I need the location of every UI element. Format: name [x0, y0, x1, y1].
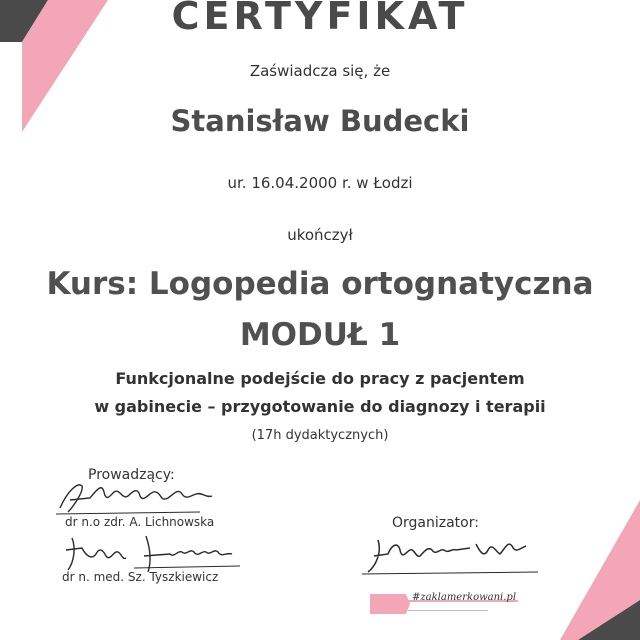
- organizer-label: Organizator:: [392, 515, 479, 531]
- subtitle-line-1: Funkcjonalne podejście do pracy z pacjentem: [115, 369, 525, 388]
- signature-lichnowska: [50, 478, 240, 518]
- intro-text: Zaświadcza się, że: [249, 62, 391, 80]
- course-title: Kurs: Logopedia ortognatyczna: [46, 266, 594, 302]
- hours-text: (17h dydaktycznych): [251, 428, 389, 443]
- lead-label: Prowadzący:: [88, 467, 175, 483]
- lead1-name: dr n.o zdr. A. Lichnowska: [65, 515, 215, 529]
- certificate-title: CERTYFIKAT: [171, 0, 469, 38]
- birth-info: ur. 16.04.2000 r. w Łodzi: [227, 174, 413, 192]
- lead2-name: dr n. med. Sz. Tyszkiewicz: [62, 570, 219, 584]
- completed-text: ukończył: [287, 226, 353, 244]
- module-title: MODUŁ 1: [239, 317, 401, 353]
- signature-organizer: [358, 530, 548, 580]
- recipient-name: Stanisław Budecki: [170, 104, 470, 138]
- organizer-stamp: #zaklamerkowani.pl: [412, 592, 517, 603]
- subtitle-line-2: w gabinecie – przygotowanie do diagnozy i terapii: [94, 397, 546, 416]
